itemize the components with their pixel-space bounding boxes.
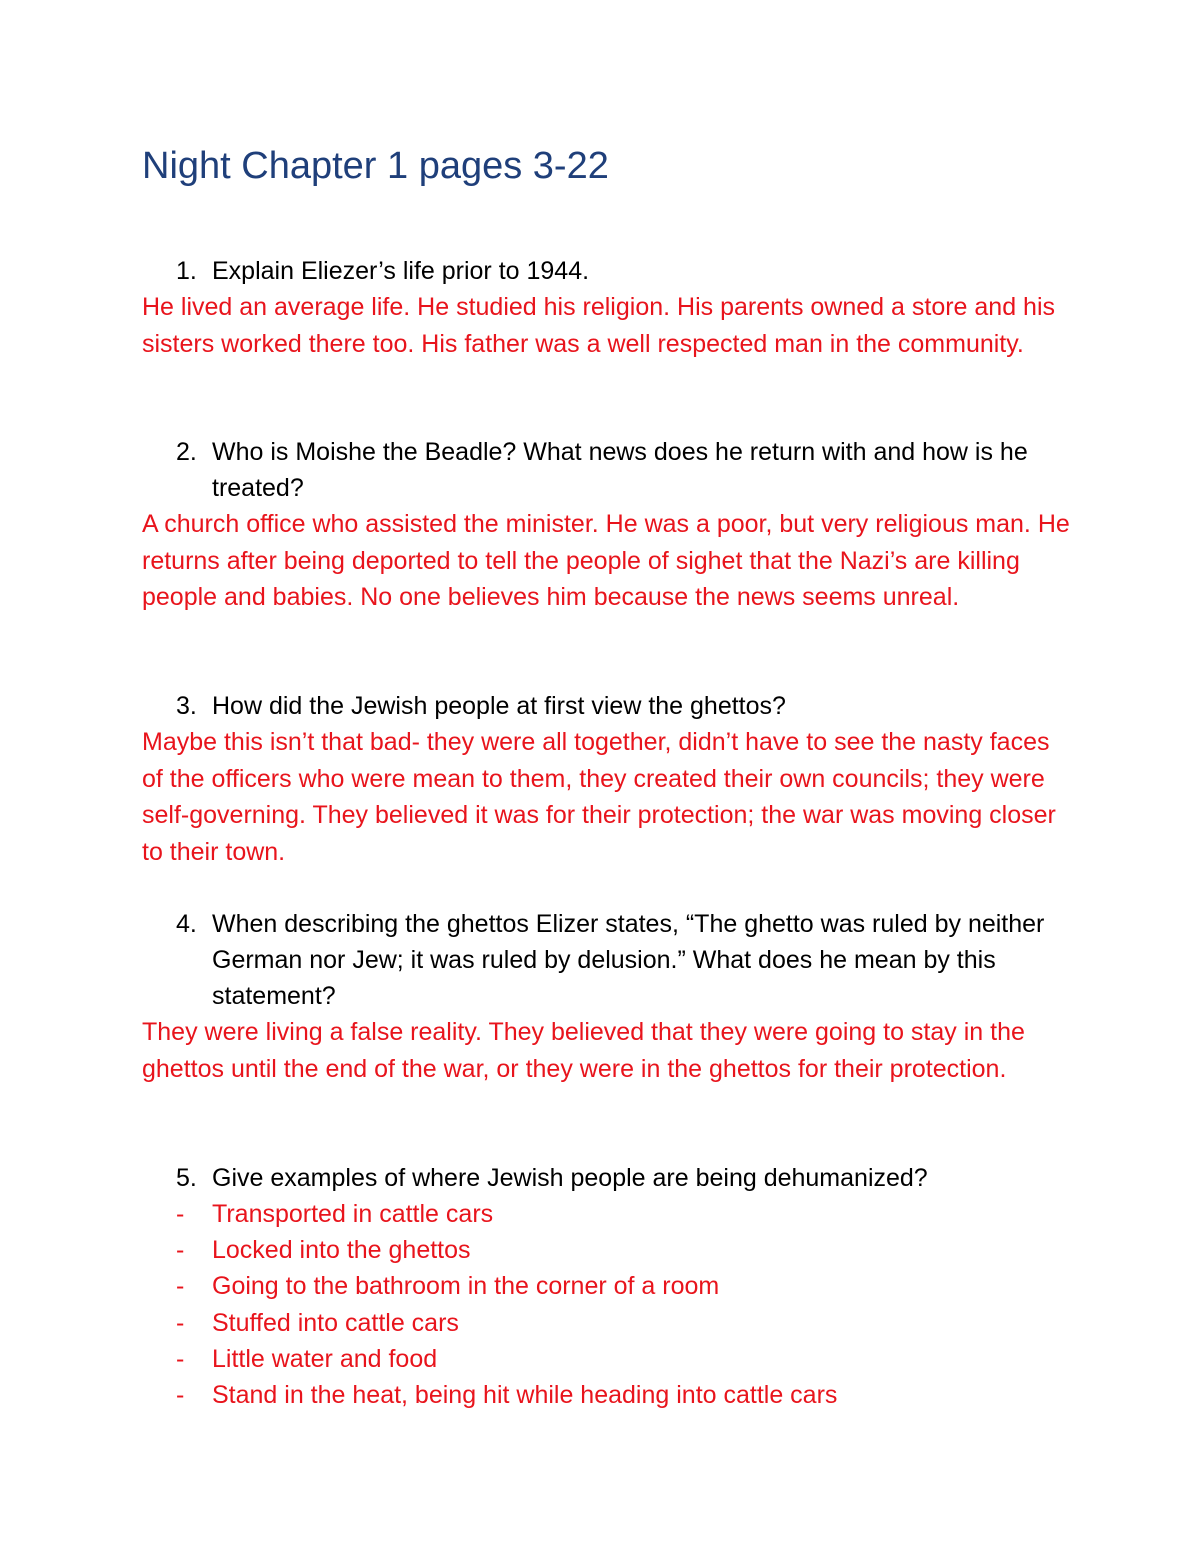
bullet-dash: - <box>176 1272 185 1301</box>
question-5 <box>142 1160 1072 1196</box>
bullet-dash: - <box>176 1236 185 1265</box>
question-text: Who is Moishe the Beadle? What news does he return with and how is he treated? <box>212 438 1028 502</box>
question-block-2 <box>142 434 1072 616</box>
question-block-5 <box>142 1160 1072 1413</box>
question-3 <box>142 688 1072 724</box>
answer-3: Maybe this isn’t that bad- they were all together, didn’t have to see the nasty faces of the officers who were mean to them, they created their own councils; they were self-governing. They believed it was for their protection; the war was moving closer to their town. <box>142 728 1056 866</box>
document-title: Night Chapter 1 pages 3-22 <box>142 145 609 187</box>
question-block-1 <box>142 253 1072 362</box>
question-number: 5. <box>176 1164 197 1192</box>
answer-4: They were living a false reality. They believed that they were going to stay in the ghettos until the end of the war, or they were in the ghettos for their protection. <box>142 1018 1025 1083</box>
question-number: 4. <box>176 910 197 938</box>
bullet-dash: - <box>176 1381 185 1410</box>
question-number: 1. <box>176 257 197 285</box>
question-number: 3. <box>176 692 197 720</box>
bullet-dash: - <box>176 1344 185 1373</box>
bullet-dash: - <box>176 1308 185 1337</box>
question-2 <box>142 434 1072 506</box>
question-text: When describing the ghettos Elizer states, “The ghetto was ruled by neither German nor Jew; it was ruled by delusion.” What does he mean by this statement? <box>212 910 1045 1010</box>
question-number: 2. <box>176 438 197 466</box>
answer-5-list <box>142 1196 1072 1413</box>
list-item: - Little water and food <box>142 1341 1072 1377</box>
question-text: Give examples of where Jewish people are being dehumanized? <box>212 1164 928 1192</box>
list-item: - Going to the bathroom in the corner of a room <box>142 1268 1072 1304</box>
question-block-3 <box>142 688 1072 870</box>
list-item: - Transported in cattle cars <box>142 1196 1072 1232</box>
list-item: - Stuffed into cattle cars <box>142 1305 1072 1341</box>
question-block-4 <box>142 906 1072 1087</box>
answer-2: A church office who assisted the minister. He was a poor, but very religious man. He returns after being deported to tell the people of sighet that the Nazi’s are killing people and babies. No one believes him because the news seems unreal. <box>142 510 1070 612</box>
question-4 <box>142 906 1072 1014</box>
answer-1: He lived an average life. He studied his religion. His parents owned a store and his sisters worked there too. His father was a well respected man in the community. <box>142 293 1056 358</box>
list-item: - Stand in the heat, being hit while heading into cattle cars <box>142 1377 1072 1413</box>
list-item: - Locked into the ghettos <box>142 1232 1072 1268</box>
bullet-dash: - <box>176 1200 185 1228</box>
question-text: Explain Eliezer’s life prior to 1944. <box>212 257 590 285</box>
question-1 <box>142 253 1072 289</box>
question-text: How did the Jewish people at first view the ghettos? <box>212 692 786 720</box>
